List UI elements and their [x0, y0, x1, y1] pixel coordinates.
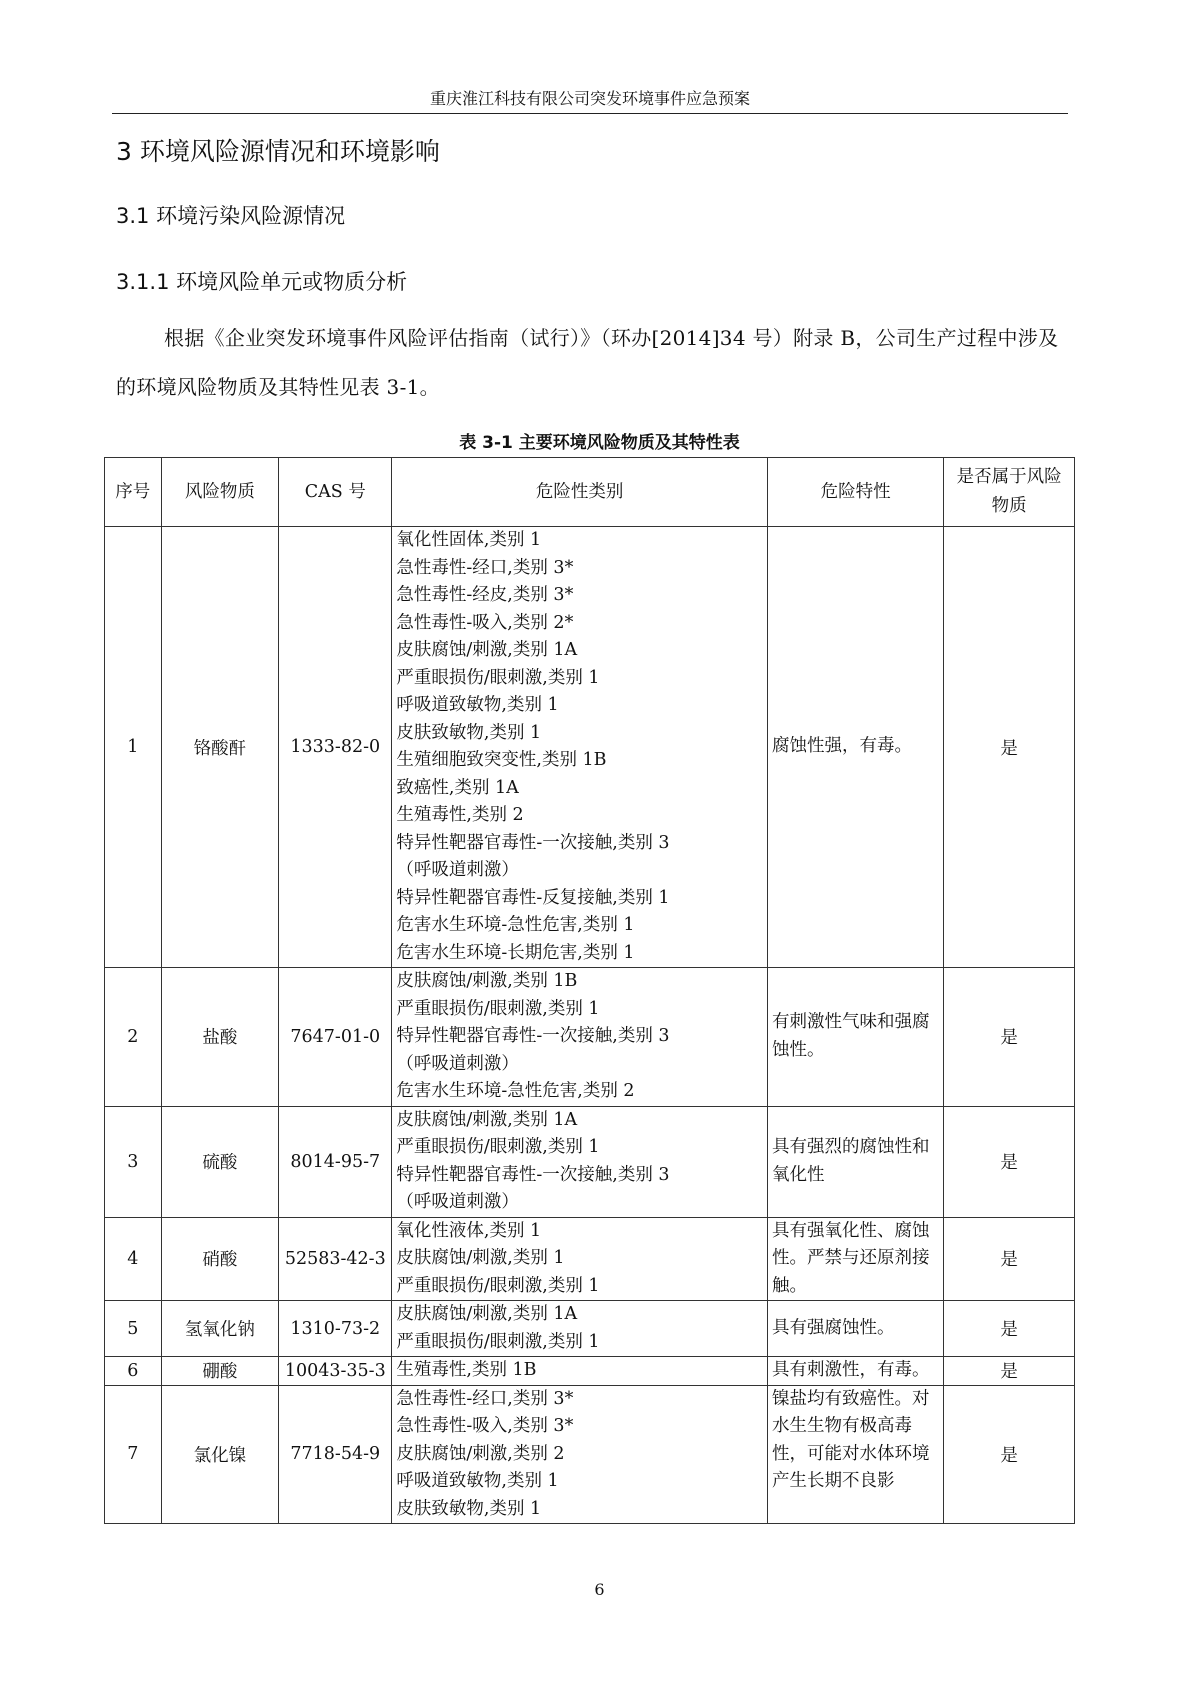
cell-hazard-class: [392, 527, 768, 968]
cell-no: 7: [105, 1385, 162, 1524]
cell-no: 1: [105, 527, 162, 968]
col-header-substance: 风险物质: [161, 458, 279, 527]
cell-is-risk: 是: [944, 1357, 1075, 1386]
table-row: [105, 1357, 1075, 1386]
cell-substance: 硼酸: [161, 1357, 279, 1386]
hazard-line: （呼吸道刺激）: [396, 860, 519, 880]
cell-hazard-property: 具有强氧化性、腐蚀性。严禁与还原剂接触。: [767, 1217, 943, 1301]
page-number: 6: [594, 1580, 605, 1599]
hazard-line: （呼吸道刺激）: [396, 1192, 519, 1212]
hazard-line: 特异性靶器官毒性-一次接触,类别 3: [396, 1026, 670, 1046]
hazard-line: 氧化性固体,类别 1: [396, 530, 542, 550]
risk-substance-table: [104, 457, 1075, 1524]
cell-cas: 1333-82-0: [279, 527, 392, 968]
hazard-line: 皮肤致敏物,类别 1: [396, 1498, 542, 1519]
section-heading-3-1-1: 3.1.1 环境风险单元或物质分析: [116, 270, 408, 294]
col-header-is-risk: 是否属于风险物质: [944, 458, 1075, 527]
hazard-line: 致癌性,类别 1A: [396, 777, 519, 798]
table-row: [105, 527, 1075, 968]
cell-cas: 7647-01-0: [279, 968, 392, 1107]
cell-hazard-class: [392, 1106, 768, 1217]
hazard-line: 严重眼损伤/眼刺激,类别 1: [396, 998, 600, 1019]
col-header-no: 序号: [105, 458, 162, 527]
hazard-line: 皮肤腐蚀/刺激,类别 1B: [396, 971, 578, 991]
cell-substance: 硝酸: [161, 1217, 279, 1301]
hazard-line: 严重眼损伤/眼刺激,类别 1: [396, 667, 600, 688]
hazard-line: 危害水生环境-急性危害,类别 2: [396, 1081, 635, 1101]
col-header-hazard-property: 危险特性: [767, 458, 943, 527]
cell-no: 6: [105, 1357, 162, 1386]
cell-hazard-property: 具有强烈的腐蚀性和氧化性: [767, 1106, 943, 1217]
cell-no: 3: [105, 1106, 162, 1217]
section-heading-3-1: 3.1 环境污染风险源情况: [116, 204, 346, 228]
cell-substance: 盐酸: [161, 968, 279, 1107]
header-rule: [112, 113, 1068, 114]
hazard-line: 急性毒性-经口,类别 3*: [396, 557, 574, 578]
cell-hazard-class: [392, 1357, 768, 1386]
hazard-line: 急性毒性-经口,类别 3*: [396, 1388, 574, 1409]
col-header-cas: CAS 号: [279, 458, 392, 527]
col-header-hazard-class: 危险性类别: [392, 458, 768, 527]
table-row: [105, 968, 1075, 1107]
hazard-line: 生殖毒性,类别 2: [396, 805, 524, 825]
cell-substance: 氢氧化钠: [161, 1301, 279, 1357]
cell-no: 4: [105, 1217, 162, 1301]
hazard-line: 皮肤腐蚀/刺激,类别 1: [396, 1248, 565, 1268]
hazard-line: 呼吸道致敏物,类别 1: [396, 695, 559, 715]
cell-no: 2: [105, 968, 162, 1107]
section-heading-3: 3 环境风险源情况和环境影响: [116, 137, 440, 166]
cell-is-risk: 是: [944, 968, 1075, 1107]
cell-hazard-class: [392, 1217, 768, 1301]
cell-hazard-property: 具有刺激性，有毒。: [767, 1357, 943, 1386]
cell-is-risk: 是: [944, 1217, 1075, 1301]
hazard-line: 危害水生环境-长期危害,类别 1: [396, 942, 635, 963]
cell-hazard-class: [392, 1301, 768, 1357]
hazard-line: 严重眼损伤/眼刺激,类别 1: [396, 1331, 600, 1352]
hazard-line: 皮肤致敏物,类别 1: [396, 722, 542, 743]
hazard-line: 急性毒性-吸入,类别 2*: [396, 612, 574, 633]
hazard-line: 皮肤腐蚀/刺激,类别 1A: [396, 1304, 578, 1324]
cell-is-risk: 是: [944, 1301, 1075, 1357]
cell-substance: 氯化镍: [161, 1385, 279, 1524]
table-row: [105, 1385, 1075, 1524]
cell-substance: 铬酸酐: [161, 527, 279, 968]
table-row: [105, 1301, 1075, 1357]
hazard-line: 特异性靶器官毒性-一次接触,类别 3: [396, 832, 670, 853]
hazard-line: 皮肤腐蚀/刺激,类别 1A: [396, 1109, 578, 1130]
hazard-line: 急性毒性-经皮,类别 3*: [396, 585, 574, 605]
hazard-line: 特异性靶器官毒性-一次接触,类别 3: [396, 1164, 670, 1185]
cell-cas: 1310-73-2: [279, 1301, 392, 1357]
cell-hazard-property: 有刺激性气味和强腐蚀性。: [767, 968, 943, 1107]
table-row: [105, 1106, 1075, 1217]
hazard-line: 危害水生环境-急性危害,类别 1: [396, 915, 635, 935]
cell-cas: 10043-35-3: [279, 1357, 392, 1386]
cell-hazard-property: 腐蚀性强，有毒。: [767, 527, 943, 968]
cell-cas: 7718-54-9: [279, 1385, 392, 1524]
table-caption: 表 3-1 主要环境风险物质及其特性表: [459, 433, 740, 453]
hazard-line: 皮肤腐蚀/刺激,类别 1A: [396, 640, 578, 660]
hazard-line: 急性毒性-吸入,类别 3*: [396, 1416, 574, 1436]
cell-hazard-class: [392, 1385, 768, 1524]
hazard-line: 皮肤腐蚀/刺激,类别 2: [396, 1443, 565, 1464]
cell-is-risk: 是: [944, 527, 1075, 968]
hazard-line: 严重眼损伤/眼刺激,类别 1: [396, 1137, 600, 1157]
table-row: [105, 1217, 1075, 1301]
cell-cas: 52583-42-3: [279, 1217, 392, 1301]
hazard-line: 特异性靶器官毒性-反复接触,类别 1: [396, 887, 670, 908]
cell-is-risk: 是: [944, 1385, 1075, 1524]
cell-substance: 硫酸: [161, 1106, 279, 1217]
cell-is-risk: 是: [944, 1106, 1075, 1217]
cell-no: 5: [105, 1301, 162, 1357]
cell-hazard-class: [392, 968, 768, 1107]
cell-hazard-property: 具有强腐蚀性。: [767, 1301, 943, 1357]
intro-paragraph: 根据《企业突发环境事件风险评估指南（试行）》（环办[2014]34 号）附录 B，公司生产过程中涉及的环境风险物质及其特性见表 3-1。: [116, 326, 1059, 399]
hazard-line: 呼吸道致敏物,类别 1: [396, 1471, 559, 1491]
cell-hazard-property: 镍盐均有致癌性。对水生生物有极高毒性，可能对水体环境产生长期不良影: [767, 1385, 943, 1524]
hazard-line: （呼吸道刺激）: [396, 1053, 519, 1074]
hazard-line: 严重眼损伤/眼刺激,类别 1: [396, 1275, 600, 1296]
hazard-line: 氧化性液体,类别 1: [396, 1220, 542, 1241]
running-header: 重庆淮江科技有限公司突发环境事件应急预案: [429, 89, 750, 108]
table-header-row: [105, 458, 1075, 527]
hazard-line: 生殖毒性,类别 1B: [396, 1360, 537, 1380]
hazard-line: 生殖细胞致突变性,类别 1B: [396, 750, 607, 770]
cell-cas: 8014-95-7: [279, 1106, 392, 1217]
